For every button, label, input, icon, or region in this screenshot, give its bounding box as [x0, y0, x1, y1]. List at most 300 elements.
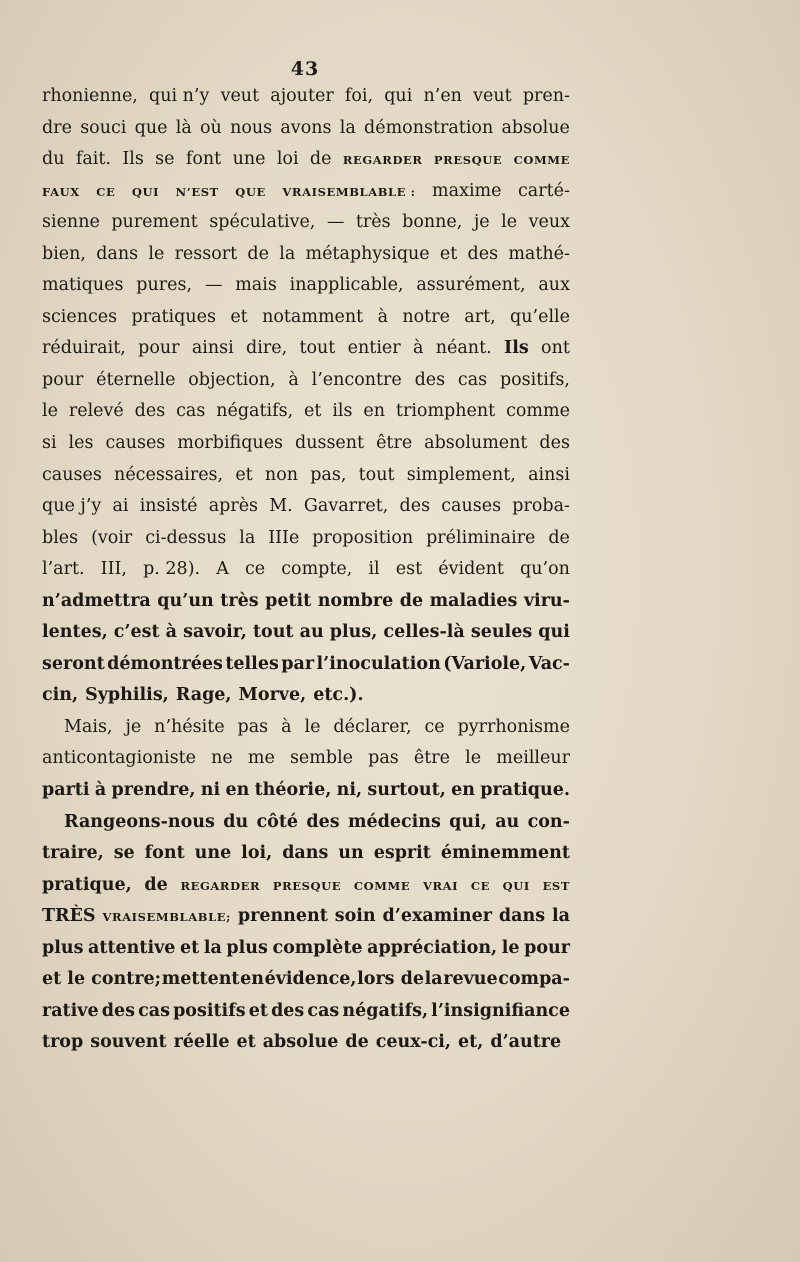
word: être: [376, 433, 413, 454]
word: pratiques: [131, 306, 216, 327]
word: la: [239, 527, 256, 548]
word: qui n’y: [149, 86, 210, 106]
word: VRAISEMBLABLE :: [282, 184, 416, 199]
word: et,: [458, 1032, 484, 1053]
word: de: [548, 527, 570, 548]
word: ce: [424, 716, 445, 737]
text-line: [42, 938, 570, 970]
text-line: [42, 212, 570, 244]
text-line: [42, 307, 570, 339]
word: préliminaire: [426, 527, 536, 548]
word: veut: [473, 86, 512, 106]
word: ai: [112, 496, 129, 517]
word: et: [304, 401, 322, 422]
text-line: [42, 86, 570, 118]
word: du: [223, 811, 249, 832]
word: être: [413, 748, 451, 769]
word: je: [125, 716, 142, 737]
text-line: [42, 717, 570, 749]
word: maladies: [429, 590, 518, 611]
word: relevé: [68, 401, 124, 422]
word: ressort: [174, 243, 238, 264]
word: meilleur: [496, 748, 570, 769]
word: QUE: [235, 184, 266, 199]
word: des: [134, 401, 166, 422]
word: souvent: [90, 1032, 167, 1053]
word: cas: [457, 369, 488, 390]
word: seront: [42, 653, 105, 674]
word: Morve,: [238, 685, 307, 706]
text-line: [42, 875, 570, 907]
word: surtout,: [367, 780, 446, 801]
text-line: [42, 780, 570, 812]
word: dans: [282, 843, 329, 864]
word: font: [144, 843, 185, 864]
word: est: [395, 559, 423, 580]
word: réduirait,: [42, 338, 126, 359]
word: le: [501, 937, 520, 958]
word: de: [399, 590, 424, 611]
word: QUI: [131, 184, 160, 199]
word: souci: [80, 117, 127, 138]
word: rative: [42, 1000, 99, 1021]
word: le: [148, 243, 165, 264]
word: le: [304, 716, 321, 737]
word: Gavarret,: [303, 496, 389, 517]
word: ont: [541, 338, 570, 359]
word: la: [279, 243, 296, 264]
word: à: [281, 716, 292, 737]
word: complète: [272, 937, 363, 958]
word: il: [368, 559, 380, 580]
word: EST: [542, 878, 570, 893]
word: et le contre;: [42, 969, 162, 990]
word: la: [424, 969, 443, 990]
word: CE: [470, 878, 490, 893]
word: et: [180, 937, 200, 958]
word: Vac-: [528, 653, 570, 674]
word: l’art.: [42, 559, 85, 580]
word: à: [288, 369, 299, 390]
page-number: 43: [290, 58, 320, 80]
word: à: [377, 306, 388, 327]
word: plus: [42, 937, 84, 958]
word: mathé-: [508, 243, 570, 264]
word: III,: [100, 559, 127, 580]
word: proposition: [312, 527, 414, 548]
word: telles: [225, 653, 279, 674]
word: en: [451, 780, 475, 801]
word: aux: [538, 275, 570, 296]
word: déclarer,: [333, 716, 412, 737]
word: Mais,: [64, 716, 113, 737]
word: pour: [42, 369, 84, 390]
word: sciences: [42, 306, 118, 327]
word: des: [271, 1000, 305, 1021]
text-line: [42, 118, 570, 150]
word: pures,: [136, 275, 193, 296]
word: trop: [42, 1032, 84, 1053]
word: compa-: [498, 969, 570, 990]
word: et: [230, 306, 248, 327]
word: REGARDER: [180, 878, 261, 893]
text-line: [42, 496, 570, 528]
word: p. 28).: [143, 559, 201, 580]
text-line: [42, 370, 570, 402]
word: absolument: [424, 433, 528, 454]
word: Ils: [504, 338, 529, 359]
word: et: [235, 464, 253, 485]
word: nous: [230, 117, 273, 138]
word: côté: [256, 811, 299, 832]
word: avons: [280, 117, 332, 138]
word: une: [194, 843, 232, 864]
word: (voir: [91, 527, 133, 548]
word: ajouter: [270, 86, 334, 106]
word: pour: [524, 937, 570, 958]
word: et: [248, 1000, 268, 1021]
word: nécessaires,: [114, 464, 224, 485]
word: proba-: [512, 496, 570, 517]
word: n’hésite: [154, 716, 225, 737]
word: ni,: [336, 780, 363, 801]
text-line: [42, 748, 570, 780]
word: mettent: [161, 969, 240, 990]
word: petit: [265, 590, 312, 611]
word: négatifs,: [216, 401, 294, 422]
word: réelle: [173, 1032, 230, 1053]
word: tout: [252, 622, 294, 643]
word: VRAI: [422, 878, 459, 893]
word: éternelle: [96, 369, 176, 390]
word: COMME: [353, 878, 411, 893]
word: dire,: [246, 338, 288, 359]
word: des: [414, 369, 446, 390]
word: d’examiner: [382, 906, 493, 927]
word: notre: [402, 306, 450, 327]
word: savoir,: [183, 622, 247, 643]
word: QUI: [502, 878, 530, 893]
word: matiques: [42, 275, 124, 296]
word: ainsi: [191, 338, 234, 359]
word: au: [299, 622, 324, 643]
text-line: [42, 812, 570, 844]
word: cas: [176, 401, 206, 422]
word: positifs,: [499, 369, 570, 390]
word: le: [42, 401, 58, 422]
word: revue: [443, 969, 498, 990]
word: le: [501, 212, 518, 233]
word: très: [355, 212, 391, 233]
word: loi: [276, 149, 299, 170]
word: traire,: [42, 843, 104, 864]
word: N’EST: [175, 184, 219, 199]
word: dre: [42, 117, 72, 138]
word: —: [204, 275, 223, 296]
word: FAUX: [42, 184, 80, 199]
word: attentive: [88, 937, 176, 958]
text-line: [42, 906, 570, 938]
word: soin: [334, 906, 376, 927]
word: qu’elle: [510, 306, 570, 327]
word: absolue: [262, 1032, 339, 1053]
word: morbifiques: [177, 433, 284, 454]
word: font: [185, 149, 222, 170]
word: assurément,: [416, 275, 526, 296]
word: causes: [105, 433, 166, 454]
word: fait.: [75, 149, 111, 170]
word: PRESQUE: [272, 878, 342, 893]
word: des: [539, 433, 570, 454]
word: éminemment: [440, 843, 570, 864]
word: plus,: [329, 622, 378, 643]
word: celles-là: [383, 622, 465, 643]
text-line: [42, 622, 570, 654]
text-line: [42, 969, 570, 1001]
text-line: [42, 338, 570, 370]
word: au: [495, 811, 520, 832]
word: la: [551, 906, 570, 927]
word: néant.: [435, 338, 492, 359]
word: à: [412, 338, 424, 359]
text-line: [42, 685, 570, 717]
word: une: [232, 149, 266, 170]
word: si: [42, 433, 57, 454]
word: que: [134, 117, 168, 138]
word: entier: [347, 338, 401, 359]
word: ci-dessus: [145, 527, 227, 548]
word: veut: [220, 86, 260, 106]
word: loi,: [241, 843, 273, 864]
word: des: [101, 1000, 135, 1021]
text-line: [42, 559, 570, 591]
word: pas: [237, 716, 269, 737]
word: veux: [528, 212, 570, 233]
word: n’admettra: [42, 590, 151, 611]
word: ni: [200, 780, 221, 801]
word: rhonienne,: [42, 86, 138, 106]
word: IIIe: [268, 527, 300, 548]
word: par: [281, 653, 315, 674]
word: nombre: [317, 590, 394, 611]
word: que j’y: [42, 496, 102, 517]
word: après: [208, 496, 259, 517]
word: appréciation,: [367, 937, 498, 958]
word: bien,: [42, 243, 86, 264]
word: pas: [368, 748, 399, 769]
word: où: [200, 117, 222, 138]
word: négatifs,: [342, 1000, 429, 1021]
word: prendre,: [111, 780, 196, 801]
word: triomphent: [395, 401, 496, 422]
word: théorie,: [254, 780, 332, 801]
word: la: [203, 937, 222, 958]
word: Rage,: [175, 685, 232, 706]
word: (Variole,: [443, 653, 527, 674]
word: dussent: [295, 433, 365, 454]
word: le: [465, 748, 482, 769]
word: un: [338, 843, 364, 864]
word: M.: [269, 496, 293, 517]
word: VRAISEMBLABLE;: [102, 910, 231, 925]
word: démontrées: [107, 653, 223, 674]
word: et: [236, 1032, 256, 1053]
word: —: [326, 212, 345, 233]
word: ce: [244, 559, 266, 580]
word: simplement,: [406, 464, 516, 485]
word: con-: [527, 811, 570, 832]
word: qui,: [449, 811, 487, 832]
word: en: [240, 969, 264, 990]
word: qui: [384, 86, 413, 106]
body-text: [42, 86, 570, 1064]
word: CE: [96, 184, 116, 199]
word: évident: [438, 559, 504, 580]
word: c’est à: [113, 622, 178, 643]
word: parti: [42, 780, 90, 801]
word: COMME: [513, 153, 570, 168]
word: inapplicable,: [289, 275, 404, 296]
word: bles: [42, 527, 79, 548]
word: compte,: [281, 559, 353, 580]
word: en: [363, 401, 386, 422]
word: mais: [235, 275, 277, 296]
word: foi,: [344, 86, 374, 106]
word: en: [225, 780, 250, 801]
word: carté-: [518, 180, 570, 201]
word: me: [247, 748, 275, 769]
word: REGARDER: [342, 153, 423, 168]
text-line: [42, 1032, 570, 1064]
word: cas: [138, 1000, 170, 1021]
word: tout: [358, 464, 395, 485]
word: démonstration: [364, 117, 494, 138]
word: seules: [470, 622, 533, 643]
word: l’insignifiance: [431, 1000, 570, 1021]
word: esprit: [373, 843, 431, 864]
word: sienne: [42, 212, 100, 233]
word: de: [309, 149, 332, 170]
word: etc.).: [313, 685, 364, 706]
word: l’encontre: [311, 369, 402, 390]
word: A: [216, 559, 229, 580]
word: ne: [211, 748, 233, 769]
word: ceux-ci,: [375, 1032, 452, 1053]
word: se: [155, 149, 175, 170]
word: PRESQUE: [433, 153, 503, 168]
word: médecins: [347, 811, 441, 832]
word: causes: [441, 496, 502, 517]
word: purement: [111, 212, 198, 233]
word: semble: [289, 748, 354, 769]
word: ainsi: [528, 464, 570, 485]
word: des: [399, 496, 431, 517]
word: métaphysique: [305, 243, 430, 264]
text-line: [42, 401, 570, 433]
word: qui: [538, 622, 570, 643]
word: se: [113, 843, 135, 864]
text-line: [42, 181, 570, 213]
word: art,: [464, 306, 496, 327]
word: insisté: [139, 496, 198, 517]
word: là: [175, 117, 192, 138]
word: Ils: [122, 149, 144, 170]
word: tout: [299, 338, 336, 359]
word: pour: [138, 338, 180, 359]
word: n’en: [423, 86, 462, 106]
word: notamment: [262, 306, 364, 327]
word: la: [339, 117, 356, 138]
word: de: [345, 1032, 369, 1053]
word: pren-: [522, 86, 570, 106]
word: positifs: [173, 1000, 246, 1021]
word: plus: [226, 937, 268, 958]
word: qu’un: [157, 590, 214, 611]
text-line: [42, 654, 570, 686]
word: objection,: [188, 369, 276, 390]
word: ils: [332, 401, 353, 422]
word: dans: [96, 243, 139, 264]
word: non: [264, 464, 298, 485]
word: très: [220, 590, 259, 611]
word: qu’on: [520, 559, 570, 580]
word: je: [473, 212, 490, 233]
word: de: [144, 874, 168, 895]
word: de: [247, 243, 269, 264]
word: spéculative,: [209, 212, 316, 233]
word: des: [467, 243, 499, 264]
word: pyrrhonisme: [457, 716, 570, 737]
word: cin,: [42, 685, 79, 706]
word: lentes,: [42, 622, 108, 643]
word: maxime: [432, 180, 502, 201]
text-line: [42, 275, 570, 307]
word: prennent: [237, 906, 328, 927]
word: TRÈS: [42, 906, 96, 927]
word: d’autre: [490, 1032, 562, 1053]
word: pratique,: [42, 874, 132, 895]
word: les: [68, 433, 94, 454]
text-line: [42, 1001, 570, 1033]
word: Syphilis,: [85, 685, 169, 706]
text-line: [42, 843, 570, 875]
text-line: [42, 528, 570, 560]
word: évidence,: [264, 969, 357, 990]
text-line: [42, 149, 570, 181]
word: des: [306, 811, 340, 832]
word: Rangeons-nous: [64, 811, 215, 832]
text-line: [42, 591, 570, 623]
word: cas: [307, 1000, 340, 1021]
text-line: [42, 244, 570, 276]
word: absolue: [501, 117, 570, 138]
word: à: [94, 780, 107, 801]
word: et: [439, 243, 458, 264]
word: anticontagioniste: [42, 748, 196, 769]
text-line: [42, 433, 570, 465]
word: comme: [506, 401, 570, 422]
text-line: [42, 465, 570, 497]
word: bonne,: [402, 212, 463, 233]
word: lors de: [357, 969, 424, 990]
word: pas,: [310, 464, 347, 485]
word: pratique.: [480, 780, 570, 801]
word: dans: [498, 906, 546, 927]
word: l’inoculation: [316, 653, 441, 674]
word: viru-: [523, 590, 570, 611]
word: causes: [42, 464, 102, 485]
word: du: [42, 149, 65, 170]
